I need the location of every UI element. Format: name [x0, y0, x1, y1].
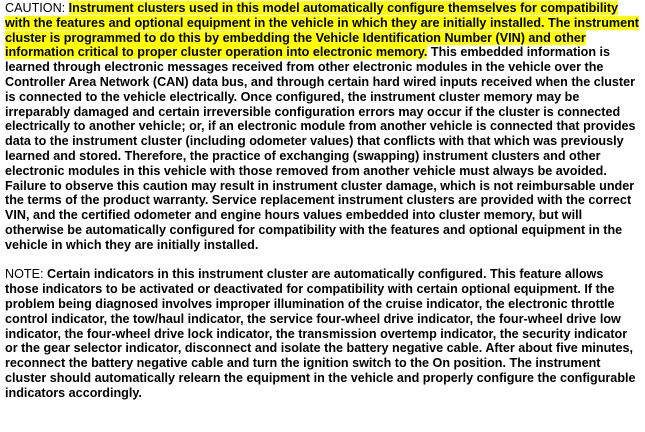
- note-label: NOTE:: [5, 267, 47, 282]
- note-body-text: Certain indicators in this instrument cluster are automatically configured. This feature allows those indicators to be activated or deactivated for compatibility with certain optional equipment. If the problem being diagnosed involves improper illumination of the cruise indicator, the electronic throttle control indicator, the tow/haul indicator, the service four-wheel drive indicator, the four-wheel drive low indicator, the four-wheel drive lock indicator, the transmission overtemp indicator, the security indicator or the gear selector indicator, disconnect and isolate the battery negative cable. After about five minutes, reconnect the battery negative cable and turn the ignition switch to the On position. The instrument cluster should automatically relearn the equipment in the vehicle and properly configure the configurable indicators accordingly.: [5, 267, 636, 400]
- caution-highlighted-text: Instrument clusters used in this model automatically configure themselves for compatibility with the features and optional equipment in the vehicle in which they are initially installed. The instrument cluster is programmed to do this by embedding the Vehicle Identification Number (VIN) and other information critical to proper cluster operation into electronic memory.: [5, 1, 639, 60]
- document-body: [5, 1, 639, 401]
- caution-label: CAUTION:: [5, 1, 69, 15]
- note-paragraph: [5, 267, 639, 400]
- caution-paragraph: [5, 1, 639, 253]
- caution-body-text: This embedded information is learned through electronic messages received from other electronic modules in the vehicle over the Controller Area Network (CAN) data bus, and through certain hard wired inputs received when the cluster is connected to the vehicle electrically. Once configured, the instrument cluster memory may be irreparably damaged and certain irreversible configuration errors may occur if the cluster is connected electrically to another vehicle; or, if an electronic module from another vehicle is connected that provides data to the instrument cluster (including odometer values) that conflicts with that which was previously learned and stored. Therefore, the practice of exchanging (swapping) instrument clusters and other electronic modules in this vehicle with those removed from another vehicle must always be avoided. Failure to observe this caution may result in instrument cluster damage, which is not reimbursable under the terms of the product warranty. Service replacement instrument clusters are provided with the correct VIN, and the certified odometer and engine hours values embedded into cluster memory, but will otherwise be automatically configured for compatibility with the features and optional equipment in the vehicle in which they are initially installed.: [5, 45, 636, 252]
